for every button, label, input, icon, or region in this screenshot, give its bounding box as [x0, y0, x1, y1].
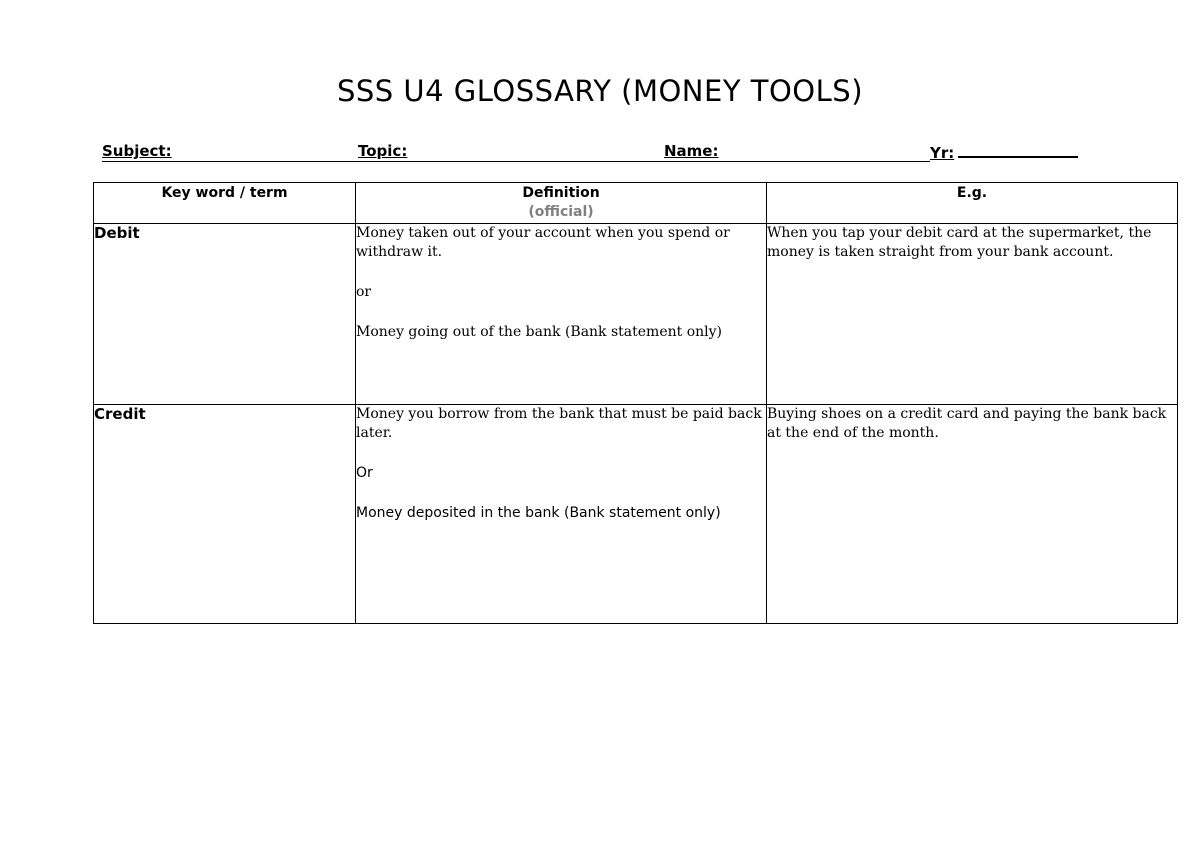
yr-blank-line[interactable]: [958, 142, 1078, 158]
table-header-row: [94, 183, 1178, 224]
yr-label: Yr:: [930, 144, 955, 162]
subject-field[interactable]: [102, 142, 358, 162]
page-title: SSS U4 GLOSSARY (MONEY TOOLS): [336, 74, 864, 108]
example-cell[interactable]: [767, 224, 1178, 405]
table-row: [94, 405, 1178, 624]
term-cell: Debit: [94, 224, 356, 405]
definition-text-alt: Money deposited in the bank (Bank statement only): [356, 505, 721, 521]
definition-text: Money taken out of your account when you spend or withdraw it.: [356, 225, 730, 260]
definition-text: Money you borrow from the bank that must be paid back later.: [356, 406, 762, 441]
name-field[interactable]: [664, 142, 930, 162]
definition-cell[interactable]: [356, 224, 767, 405]
header-fields: [102, 142, 1086, 162]
table-row: [94, 224, 1178, 405]
header-definition-label: Definition: [522, 185, 600, 201]
glossary-table: [93, 182, 1178, 624]
definition-connector: or: [356, 284, 372, 300]
header-definition-sub: (official): [528, 204, 594, 220]
header-example: [767, 183, 1178, 224]
header-definition: [356, 183, 767, 224]
subject-label: Subject:: [102, 142, 172, 160]
term-cell: Credit: [94, 405, 356, 624]
example-text: Buying shoes on a credit card and paying the bank back at the end of the month.: [767, 406, 1167, 441]
header-term: [94, 183, 356, 224]
definition-connector: Or: [356, 465, 373, 481]
topic-label: Topic:: [358, 142, 408, 160]
yr-field[interactable]: [930, 142, 1086, 161]
topic-field[interactable]: [358, 142, 664, 162]
example-text: When you tap your debit card at the supermarket, the money is taken straight from your bank account.: [767, 225, 1152, 260]
header-example-label: E.g.: [956, 185, 988, 201]
name-label: Name:: [664, 142, 719, 160]
example-cell[interactable]: [767, 405, 1178, 624]
header-term-label: Key word / term: [161, 185, 288, 201]
definition-text-alt: Money going out of the bank (Bank statement only): [356, 324, 723, 340]
definition-cell[interactable]: [356, 405, 767, 624]
